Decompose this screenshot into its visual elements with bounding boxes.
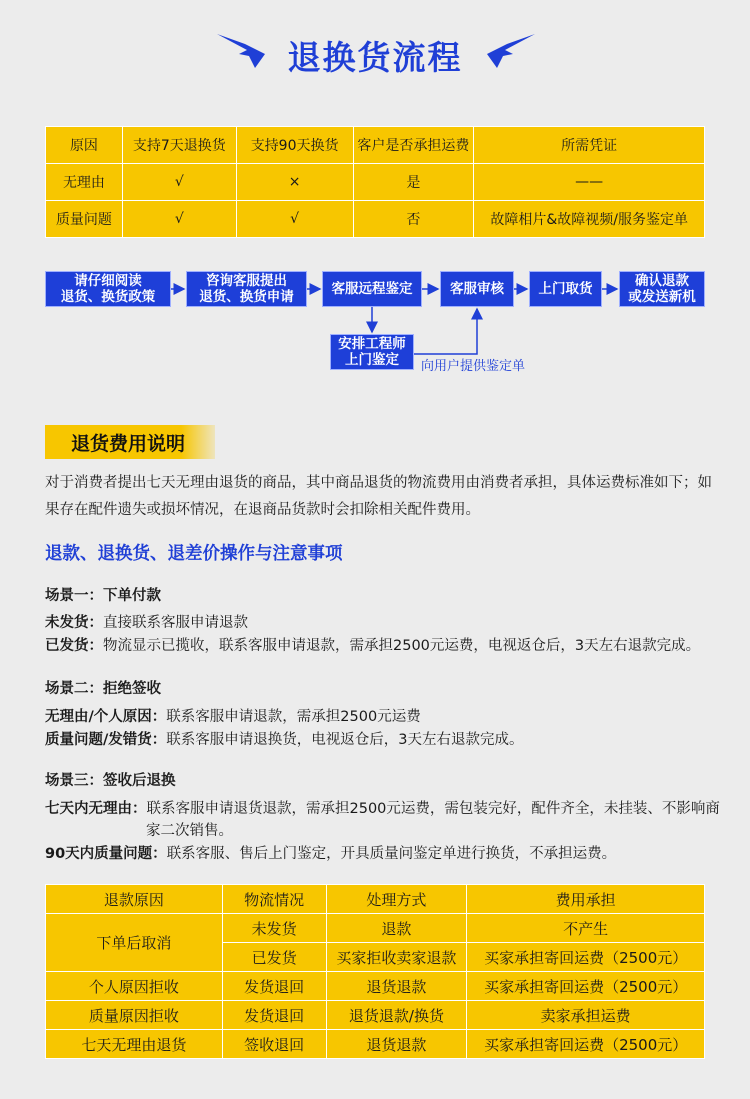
scene-line: 已发货：物流显示已揽收，联系客服申请退款，需承担2500元运费，电视返仓后，3天左右退款完成。 <box>45 638 701 654</box>
right-wing-icon <box>485 30 537 70</box>
section-heading: 退款、退换货、退差价操作与注意事项 <box>45 544 343 564</box>
table-header-cell: 所需凭证 <box>474 127 705 164</box>
table-cell: √ <box>122 164 236 201</box>
table-row <box>46 201 705 238</box>
flow-branch-note: 向用户提供鉴定单 <box>421 359 526 374</box>
scene-line: 七天内无理由： 联系客服申请退货退款，需承担2500元运费，需包装完好，配件齐全，未挂装、不影响商家二次销售。 <box>45 801 720 839</box>
scene-title: 场景一：下单付款 <box>45 588 161 604</box>
table-cell: 七天无理由退货 <box>46 1030 223 1059</box>
table-header-cell: 物流情况 <box>222 885 326 914</box>
flow-arrow <box>414 309 477 354</box>
scene-title: 场景三：签收后退换 <box>45 773 176 789</box>
table-cell: 未发货 <box>222 914 326 943</box>
flow-step-refund: 确认退款 或发送新机 <box>619 271 705 307</box>
table-cell: 退款 <box>326 914 467 943</box>
table-header-cell: 原因 <box>46 127 123 164</box>
table-cell: 不产生 <box>467 914 705 943</box>
flow-step-review: 客服审核 <box>440 271 514 307</box>
table-header-cell: 费用承担 <box>467 885 705 914</box>
title-banner <box>0 22 750 92</box>
table-header-cell: 支持90天换货 <box>236 127 353 164</box>
table-cell: 已发货 <box>222 943 326 972</box>
scene-line: 无理由/个人原因：联系客服申请退款，需承担2500元运费 <box>45 709 421 725</box>
table-cell: 退货退款 <box>326 972 467 1001</box>
table-header-row <box>46 885 705 914</box>
table-cell: 退货退款/换货 <box>326 1001 467 1030</box>
section-tag: 退货费用说明 <box>45 425 215 459</box>
table-cell: 故障相片&故障视频/服务鉴定单 <box>474 201 705 238</box>
scene-line: 90天内质量问题：联系客服、售后上门鉴定，开具质量问鉴定单进行换货，不承担运费。 <box>45 846 617 862</box>
table-row <box>46 1001 705 1030</box>
table-cell: 签收退回 <box>222 1030 326 1059</box>
table-cell: 卖家承担运费 <box>467 1001 705 1030</box>
page-title: 退换货流程 <box>287 38 463 77</box>
table-row <box>46 1030 705 1059</box>
flow-step-remote-check: 客服远程鉴定 <box>322 271 422 307</box>
table-header-cell: 处理方式 <box>326 885 467 914</box>
table-row <box>46 914 705 943</box>
table-header-cell: 客户是否承担运费 <box>353 127 474 164</box>
table-cell: 退货退款 <box>326 1030 467 1059</box>
table-cell: —— <box>474 164 705 201</box>
refund-table <box>45 884 705 1059</box>
table-cell: 发货退回 <box>222 1001 326 1030</box>
scene-line: 未发货：直接联系客服申请退款 <box>45 615 248 631</box>
table-cell: 下单后取消 <box>46 914 223 972</box>
table-header-cell: 退款原因 <box>46 885 223 914</box>
table-cell: 质量问题 <box>46 201 123 238</box>
scene-line: 质量问题/发错货：联系客服申请退换货，电视返仓后，3天左右退款完成。 <box>45 732 524 748</box>
policy-table <box>45 126 705 238</box>
scene-title: 场景二：拒绝签收 <box>45 681 161 697</box>
table-cell: 买家承担寄回运费（2500元） <box>467 1030 705 1059</box>
table-cell: 否 <box>353 201 474 238</box>
flow-step-engineer: 安排工程师 上门鉴定 <box>330 334 414 370</box>
fee-paragraph: 对于消费者提出七天无理由退货的商品，其中商品退货的物流费用由消费者承担，具体运费标准如下；如果存在配件遗失或损坏情况，在退商品货款时会扣除相关配件费用。 <box>45 475 712 518</box>
table-row <box>46 164 705 201</box>
table-cell: 买家承担寄回运费（2500元） <box>467 943 705 972</box>
table-cell: 是 <box>353 164 474 201</box>
table-cell: √ <box>122 201 236 238</box>
flow-step-apply: 咨询客服提出 退货、换货申请 <box>186 271 307 307</box>
table-cell: 无理由 <box>46 164 123 201</box>
table-cell: 个人原因拒收 <box>46 972 223 1001</box>
table-cell: 买家拒收卖家退款 <box>326 943 467 972</box>
table-cell: 买家承担寄回运费（2500元） <box>467 972 705 1001</box>
table-header-cell: 支持7天退换货 <box>122 127 236 164</box>
flow-step-read-policy: 请仔细阅读 退货、换货政策 <box>45 271 171 307</box>
table-row <box>46 972 705 1001</box>
flow-step-pickup: 上门取货 <box>529 271 602 307</box>
table-header-row <box>46 127 705 164</box>
table-cell: × <box>236 164 353 201</box>
table-cell: √ <box>236 201 353 238</box>
table-cell: 发货退回 <box>222 972 326 1001</box>
table-cell: 质量原因拒收 <box>46 1001 223 1030</box>
